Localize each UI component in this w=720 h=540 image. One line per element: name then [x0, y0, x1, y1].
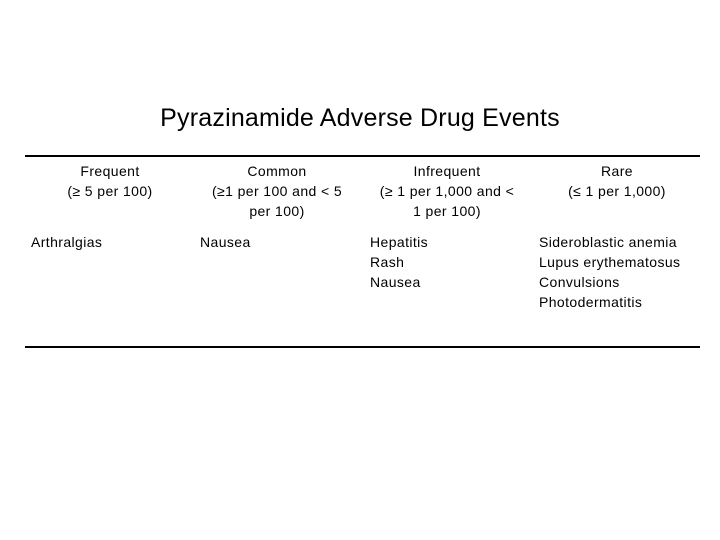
list-item: Nausea	[370, 274, 421, 290]
header-rate: (≥ 5 per 100)	[67, 183, 153, 199]
column-events-infrequent	[370, 232, 540, 292]
header-label: Frequent	[80, 163, 140, 179]
header-label: Common	[247, 163, 307, 179]
table-bottom-rule	[25, 346, 700, 348]
page-title: Pyrazinamide Adverse Drug Events	[160, 104, 560, 132]
header-rate-cont: per 100)	[249, 203, 305, 219]
header-label: Rare	[601, 163, 633, 179]
column-header-rare	[533, 161, 701, 201]
column-events-frequent	[31, 232, 201, 252]
header-rate: (≥ 1 per 1,000 and <	[379, 183, 515, 199]
column-events-common	[200, 232, 370, 252]
header-rate: (≥1 per 100 and < 5	[211, 183, 343, 199]
list-item: Sideroblastic anemia	[539, 234, 677, 250]
list-item: Lupus erythematosus	[539, 254, 681, 270]
list-item: Convulsions	[539, 274, 620, 290]
list-item: Arthralgias	[31, 234, 103, 250]
header-label: Infrequent	[413, 163, 481, 179]
header-rate: (≤ 1 per 1,000)	[568, 183, 666, 199]
list-item: Nausea	[200, 234, 251, 250]
list-item: Hepatitis	[370, 234, 429, 250]
column-header-frequent	[26, 161, 194, 201]
header-rate-cont: 1 per 100)	[413, 203, 481, 219]
column-header-infrequent	[363, 161, 531, 221]
table-top-rule	[25, 155, 700, 157]
list-item: Photodermatitis	[539, 294, 643, 310]
column-header-common	[193, 161, 361, 221]
list-item: Rash	[370, 254, 405, 270]
column-events-rare	[539, 232, 709, 312]
